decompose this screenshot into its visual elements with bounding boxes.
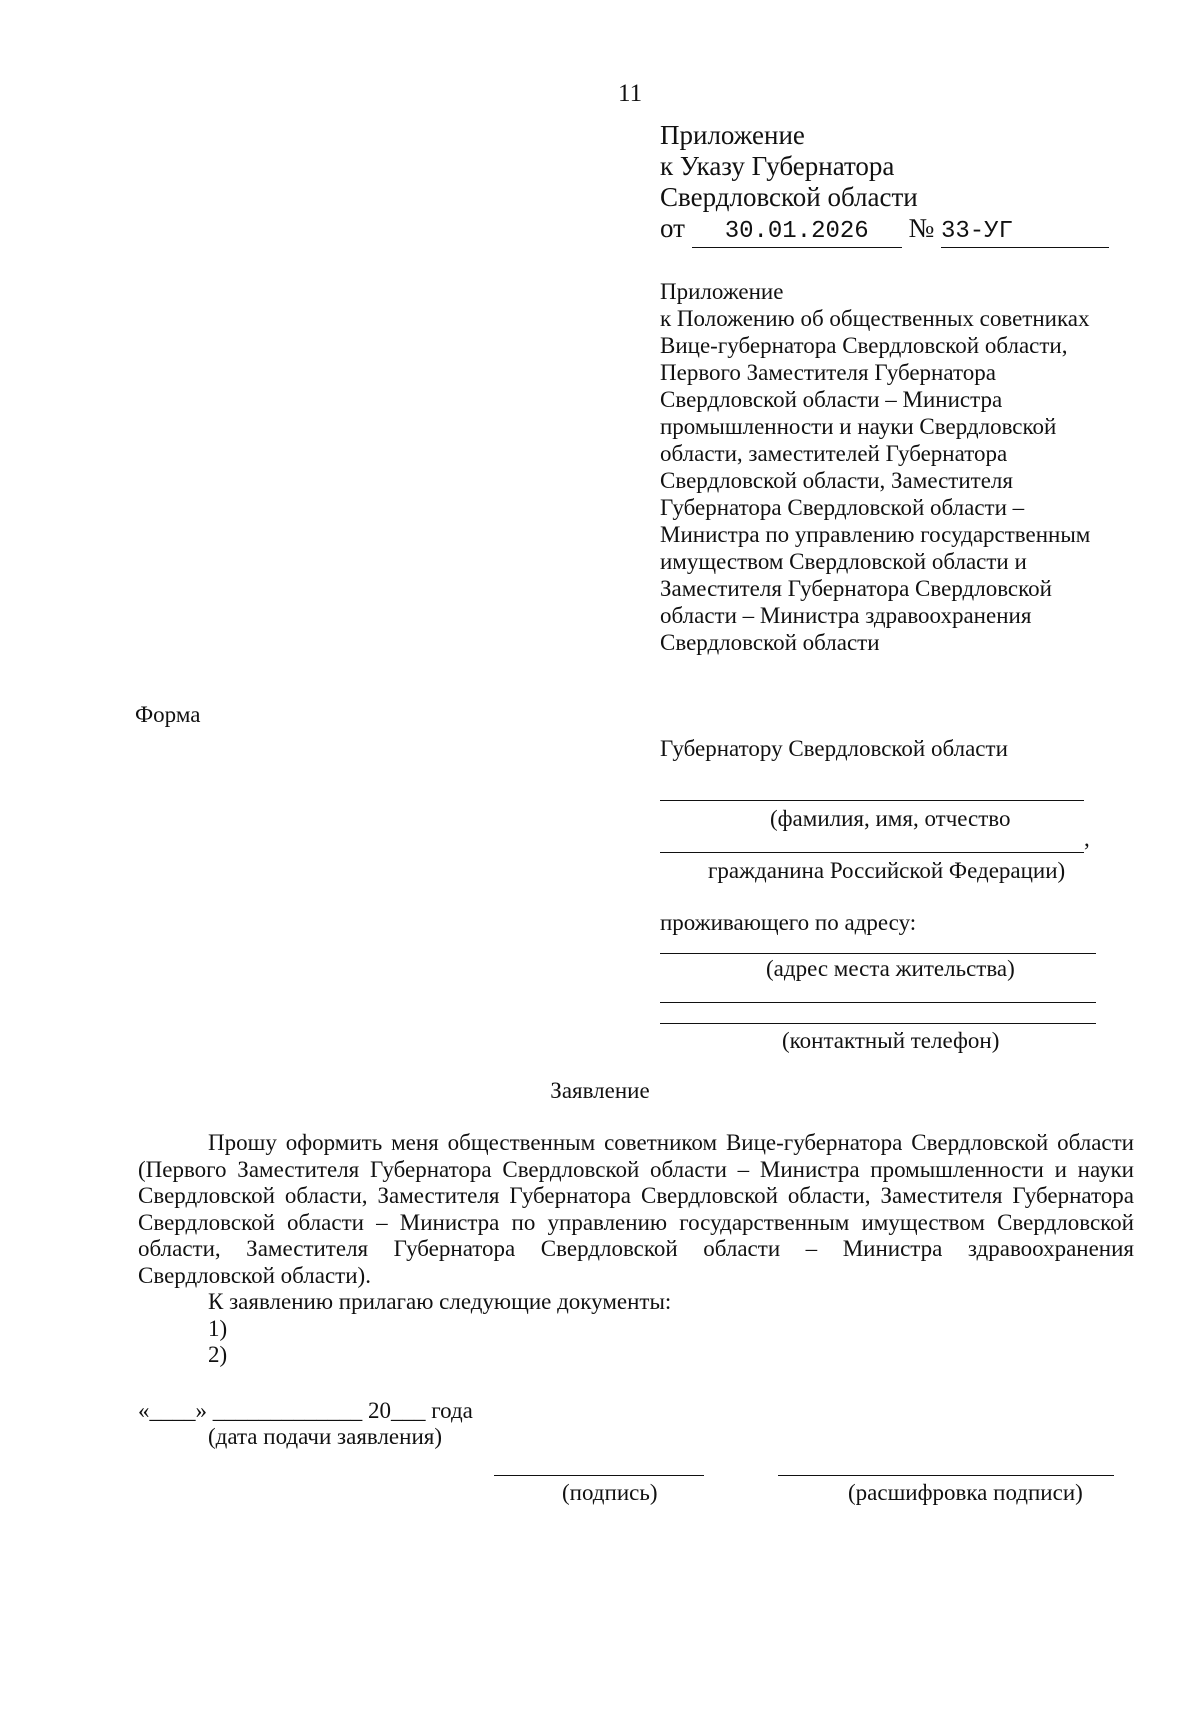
appendix-decree-line1: Приложение xyxy=(660,120,805,150)
signature-decoding-line[interactable] xyxy=(778,1475,1114,1476)
phone-hint: (контактный телефон) xyxy=(782,1028,1000,1053)
from-label: от xyxy=(660,213,685,243)
appendix-regulation-line: промышленности и науки Свердловской xyxy=(660,414,1057,439)
number-label: № xyxy=(908,213,935,243)
statement-paragraph: Прошу оформить меня общественным советником Вице-губернатора Свердловской области (Первого Заместителя Губернатора Свердловской области – Министра промышленности и науки Свердловской области, Заместителя Губернатора Свердловской области, Заместителя Губернатора Свердловской области – Министра по управлению государственным имуществом Свердловской области, Заместителя Губернатора Свердловской области – Министра здравоохранения Свердловской области). xyxy=(138,1130,1134,1288)
appendix-decree-header xyxy=(660,120,1109,248)
appendix-regulation-line: Свердловской области, Заместителя xyxy=(660,468,1013,493)
signature-decoding-hint: (расшифровка подписи) xyxy=(848,1480,1083,1505)
statement-title: Заявление xyxy=(550,1078,650,1103)
residing-label: проживающего по адресу: xyxy=(660,910,917,935)
appendix-regulation-line: имуществом Свердловской области и xyxy=(660,549,1027,574)
page-number: 11 xyxy=(618,80,643,107)
appendix-decree-line3: Свердловской области xyxy=(660,182,918,212)
decree-number: 33-УГ xyxy=(941,216,1109,248)
appendix-regulation-line: Свердловской области – Министра xyxy=(660,387,1003,412)
fio-line-2[interactable] xyxy=(660,852,1084,853)
attachments-intro: К заявлению прилагаю следующие документы: xyxy=(208,1289,672,1314)
citizen-hint: гражданина Российской Федерации) xyxy=(708,858,1066,883)
fio-line-1[interactable] xyxy=(660,800,1084,801)
address-hint: (адрес места жительства) xyxy=(766,956,1015,981)
appendix-regulation-line: Приложение xyxy=(660,279,784,304)
appendix-regulation-line: к Положению об общественных советниках xyxy=(660,306,1090,331)
appendix-regulation-line: Заместителя Губернатора Свердловской xyxy=(660,576,1052,601)
appendix-regulation-line: Первого Заместителя Губернатора xyxy=(660,360,996,385)
submission-date-line[interactable]: «____» _____________ 20___ года xyxy=(138,1398,473,1423)
appendix-regulation-line: области, заместителей Губернатора xyxy=(660,441,1008,466)
addressee-governor: Губернатору Свердловской области xyxy=(660,736,1008,761)
appendix-decree-line2: к Указу Губернатора xyxy=(660,151,895,181)
signature-line[interactable] xyxy=(494,1475,704,1476)
appendix-regulation-line: Свердловской области xyxy=(660,630,880,655)
fio-comma: , xyxy=(1084,826,1090,851)
decree-date-number-line xyxy=(660,213,1109,248)
signature-hint: (подпись) xyxy=(562,1480,658,1505)
appendix-regulation-header xyxy=(660,278,1090,656)
phone-line[interactable] xyxy=(660,1023,1096,1024)
attachment-item-1: 1) xyxy=(208,1315,228,1341)
address-line-1[interactable] xyxy=(660,953,1096,954)
fio-hint: (фамилия, имя, отчество xyxy=(770,806,1011,831)
appendix-regulation-line: Министра по управлению государственным xyxy=(660,522,1091,547)
submission-date-hint: (дата подачи заявления) xyxy=(208,1424,442,1449)
attachment-item-2: 2) xyxy=(208,1342,228,1367)
form-label: Форма xyxy=(135,702,201,727)
decree-date: 30.01.2026 xyxy=(692,216,902,248)
address-line-2[interactable] xyxy=(660,1002,1096,1003)
statement-body xyxy=(138,1130,1134,1369)
appendix-regulation-line: Губернатора Свердловской области – xyxy=(660,495,1025,520)
appendix-regulation-line: Вице-губернатора Свердловской области, xyxy=(660,333,1068,358)
appendix-regulation-line: области – Министра здравоохранения xyxy=(660,603,1032,628)
